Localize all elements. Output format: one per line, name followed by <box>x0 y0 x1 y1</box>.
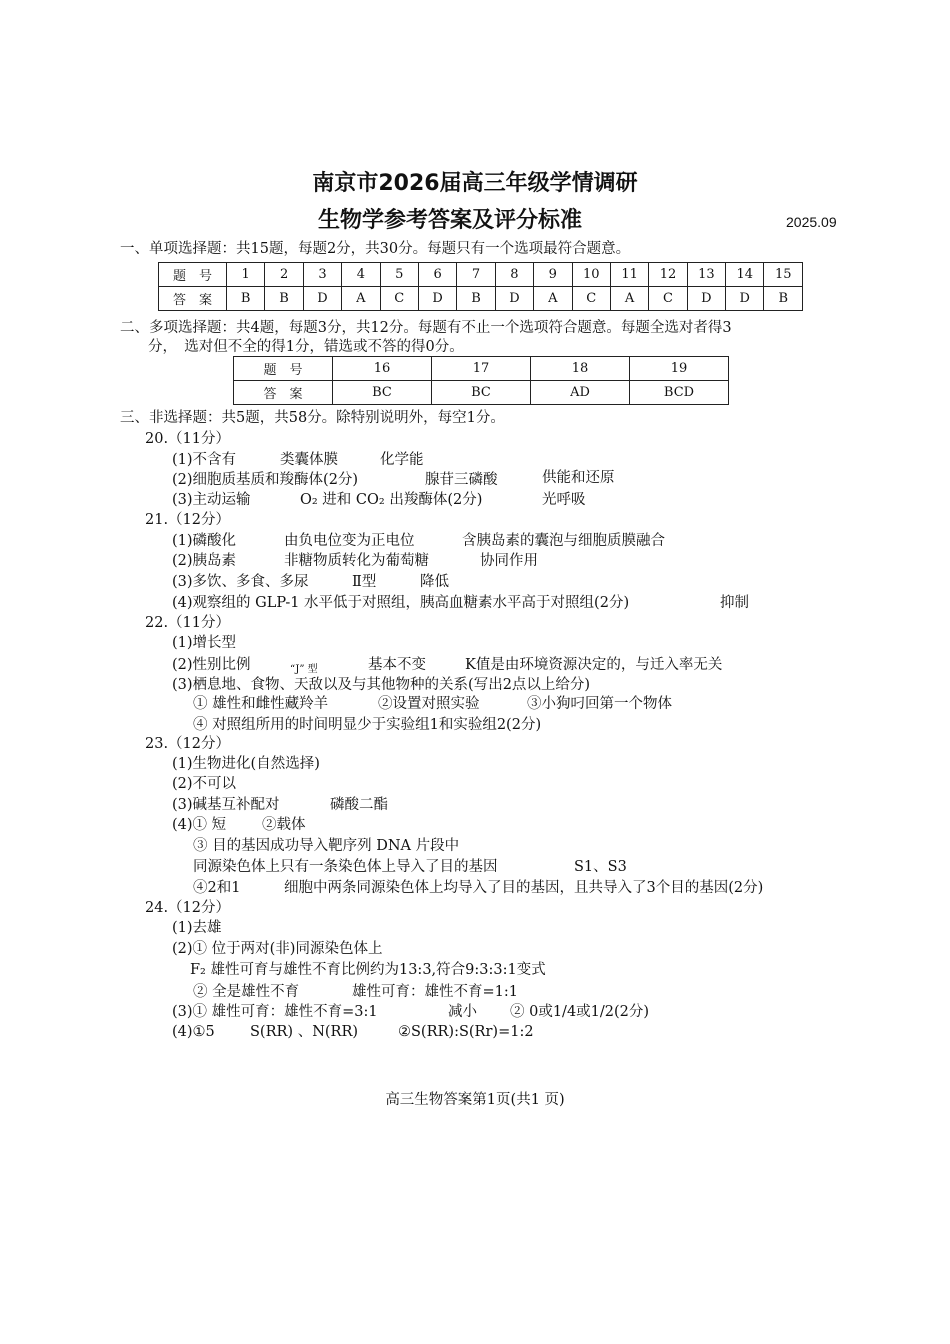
answer-text: ③小狗叼回第一个物体 <box>527 696 672 712</box>
answer-text: K值是由环境资源决定的，与迁入率无关 <box>465 657 723 673</box>
answer-cell: B <box>265 287 303 311</box>
answer-text: (4)观察组的 GLP-1 水平低于对照组，胰高血糖素水平高于对照组(2分) <box>172 595 630 611</box>
answer-cell: C <box>380 287 418 311</box>
question-number: 10 <box>572 263 610 287</box>
answer-text: 同源染色体上只有一条染色体上导入了目的基因 <box>193 859 498 875</box>
section3-intro: 三、非选择题：共5题，共58分。除特别说明外，每空1分。 <box>120 410 505 426</box>
answer-text: ④ 对照组所用的时间明显少于实验组1和实验组2(2分) <box>193 717 542 733</box>
answer-text: (1)增长型 <box>172 635 237 651</box>
answer-cell: D <box>418 287 456 311</box>
answer-text: S(RR) 、N(RR) <box>250 1024 359 1040</box>
page-footer: 高三生物答案第1页(共1 页) <box>385 1092 565 1108</box>
answer-text: 类囊体膜 <box>280 452 338 468</box>
answer-cell: C <box>572 287 610 311</box>
answer-text: “J” 型 <box>290 664 318 675</box>
answer-text: O₂ 进和 CO₂ 出羧酶体(2分) <box>300 492 483 508</box>
answer-text: (3)栖息地、食物、天敌以及与其他物种的关系(写出2点以上给分) <box>172 677 591 693</box>
answer-cell: D <box>303 287 341 311</box>
question-number: 1 <box>227 263 265 287</box>
answer-text: 协同作用 <box>480 553 538 569</box>
answer-text: (3)多饮、多食、多尿 <box>172 574 309 590</box>
answer-cell: AD <box>531 381 630 405</box>
question-number: 13 <box>687 263 725 287</box>
answer-text: F₂ 雄性可育与雄性不育比例约为13:3,符合9:3:3:1变式 <box>190 962 546 978</box>
q21-heading: 21.（12分） <box>145 512 231 528</box>
question-number: 7 <box>457 263 495 287</box>
answer-text: 腺苷三磷酸 <box>425 472 498 488</box>
answer-cell: B <box>227 287 265 311</box>
answer-text: (2)胰岛素 <box>172 553 237 569</box>
answer-cell: D <box>726 287 764 311</box>
answer-text: (1)去雄 <box>172 920 222 936</box>
date: 2025.09 <box>786 214 837 230</box>
table-row <box>234 357 729 381</box>
answer-text: (2)① 位于两对(非)同源染色体上 <box>172 941 383 957</box>
question-number: 4 <box>342 263 380 287</box>
row-label: 答 案 <box>159 287 227 311</box>
answer-text: 含胰岛素的囊泡与细胞质膜融合 <box>462 533 665 549</box>
question-number: 5 <box>380 263 418 287</box>
answer-text: (3)碱基互补配对 <box>172 797 280 813</box>
answer-cell: B <box>457 287 495 311</box>
question-number: 15 <box>764 263 803 287</box>
question-number: 11 <box>610 263 648 287</box>
q24-heading: 24.（12分） <box>145 900 231 916</box>
answer-cell: BCD <box>630 381 729 405</box>
answer-text: 化学能 <box>380 452 424 468</box>
answer-cell: D <box>687 287 725 311</box>
answer-text: 降低 <box>420 574 449 590</box>
answer-cell: BC <box>333 381 432 405</box>
answer-text: (2)不可以 <box>172 776 237 792</box>
page-title: 南京市2026届高三年级学情调研 <box>312 171 638 196</box>
answer-cell: BC <box>432 381 531 405</box>
question-number: 18 <box>531 357 630 381</box>
question-number: 17 <box>432 357 531 381</box>
answer-text: (4)① 短 <box>172 817 227 833</box>
answer-text: ② 0或1/4或1/2(2分) <box>510 1004 650 1020</box>
answer-text: (1)生物进化(自然选择) <box>172 756 320 772</box>
section2-intro-line1: 二、多项选择题：共4题，每题3分，共12分。每题有不止一个选项符合题意。每题全选对者得3 <box>120 320 732 336</box>
section2-intro-line2: 分， 选对但不全的得1分，错选或不答的得0分。 <box>148 339 464 355</box>
answer-text: 基本不变 <box>368 657 426 673</box>
question-number: 2 <box>265 263 303 287</box>
answer-text: Ⅱ型 <box>352 574 377 590</box>
question-number: 14 <box>726 263 764 287</box>
answer-cell: D <box>495 287 533 311</box>
answer-text: (1)不含有 <box>172 452 237 468</box>
question-number: 12 <box>649 263 687 287</box>
answer-text: (2)性别比例 <box>172 657 251 673</box>
table-row <box>159 287 803 311</box>
question-number: 8 <box>495 263 533 287</box>
answer-text: 抑制 <box>720 595 749 611</box>
answer-text: ②载体 <box>262 817 306 833</box>
multi-choice-table <box>233 356 729 405</box>
answer-text: 减小 <box>448 1004 477 1020</box>
row-label: 答 案 <box>234 381 333 405</box>
answer-text: 光呼吸 <box>542 492 586 508</box>
answer-text: (1)磷酸化 <box>172 533 237 549</box>
answer-cell: A <box>342 287 380 311</box>
answer-cell: A <box>610 287 648 311</box>
answer-text: 细胞中两条同源染色体上均导入了目的基因，且共导入了3个目的基因(2分) <box>284 880 764 896</box>
answer-cell: A <box>534 287 572 311</box>
table-row <box>234 381 729 405</box>
row-label: 题 号 <box>159 263 227 287</box>
answer-text: (2)细胞质基质和羧酶体(2分) <box>172 472 359 488</box>
question-number: 3 <box>303 263 341 287</box>
question-number: 6 <box>418 263 456 287</box>
answer-text: S1、S3 <box>574 859 627 875</box>
answer-text: 由负电位变为正电位 <box>284 533 415 549</box>
answer-cell: C <box>649 287 687 311</box>
answer-text: (3)① 雄性可育：雄性不育=3:1 <box>172 1004 378 1020</box>
table-row <box>159 263 803 287</box>
q23-heading: 23.（12分） <box>145 736 231 752</box>
question-number: 9 <box>534 263 572 287</box>
answer-text: ② 全是雄性不育 <box>193 984 300 1000</box>
answer-text: 非糖物质转化为葡萄糖 <box>284 553 429 569</box>
row-label: 题 号 <box>234 357 333 381</box>
answer-text: ③ 目的基因成功导入靶序列 DNA 片段中 <box>193 838 460 854</box>
answer-text: 磷酸二酯 <box>330 797 388 813</box>
answer-cell: B <box>764 287 803 311</box>
answer-text: ②S(RR):S(Rr)=1:2 <box>398 1024 534 1040</box>
answer-text: 供能和还原 <box>542 470 615 486</box>
q20-heading: 20.（11分） <box>145 431 231 447</box>
answer-text: 雄性可育：雄性不育=1:1 <box>352 984 518 1000</box>
q22-heading: 22.（11分） <box>145 615 231 631</box>
answer-text: ④2和1 <box>193 880 241 896</box>
single-choice-table <box>158 262 803 311</box>
answer-text: (4)①5 <box>172 1024 215 1040</box>
question-number: 16 <box>333 357 432 381</box>
answer-text: (3)主动运输 <box>172 492 251 508</box>
answer-text: ②设置对照实验 <box>378 696 480 712</box>
answer-text: ① 雄性和雌性藏羚羊 <box>193 696 329 712</box>
section1-intro: 一、单项选择题：共15题，每题2分，共30分。每题只有一个选项最符合题意。 <box>120 241 631 257</box>
page-subtitle: 生物学参考答案及评分标准 <box>318 208 583 233</box>
question-number: 19 <box>630 357 729 381</box>
